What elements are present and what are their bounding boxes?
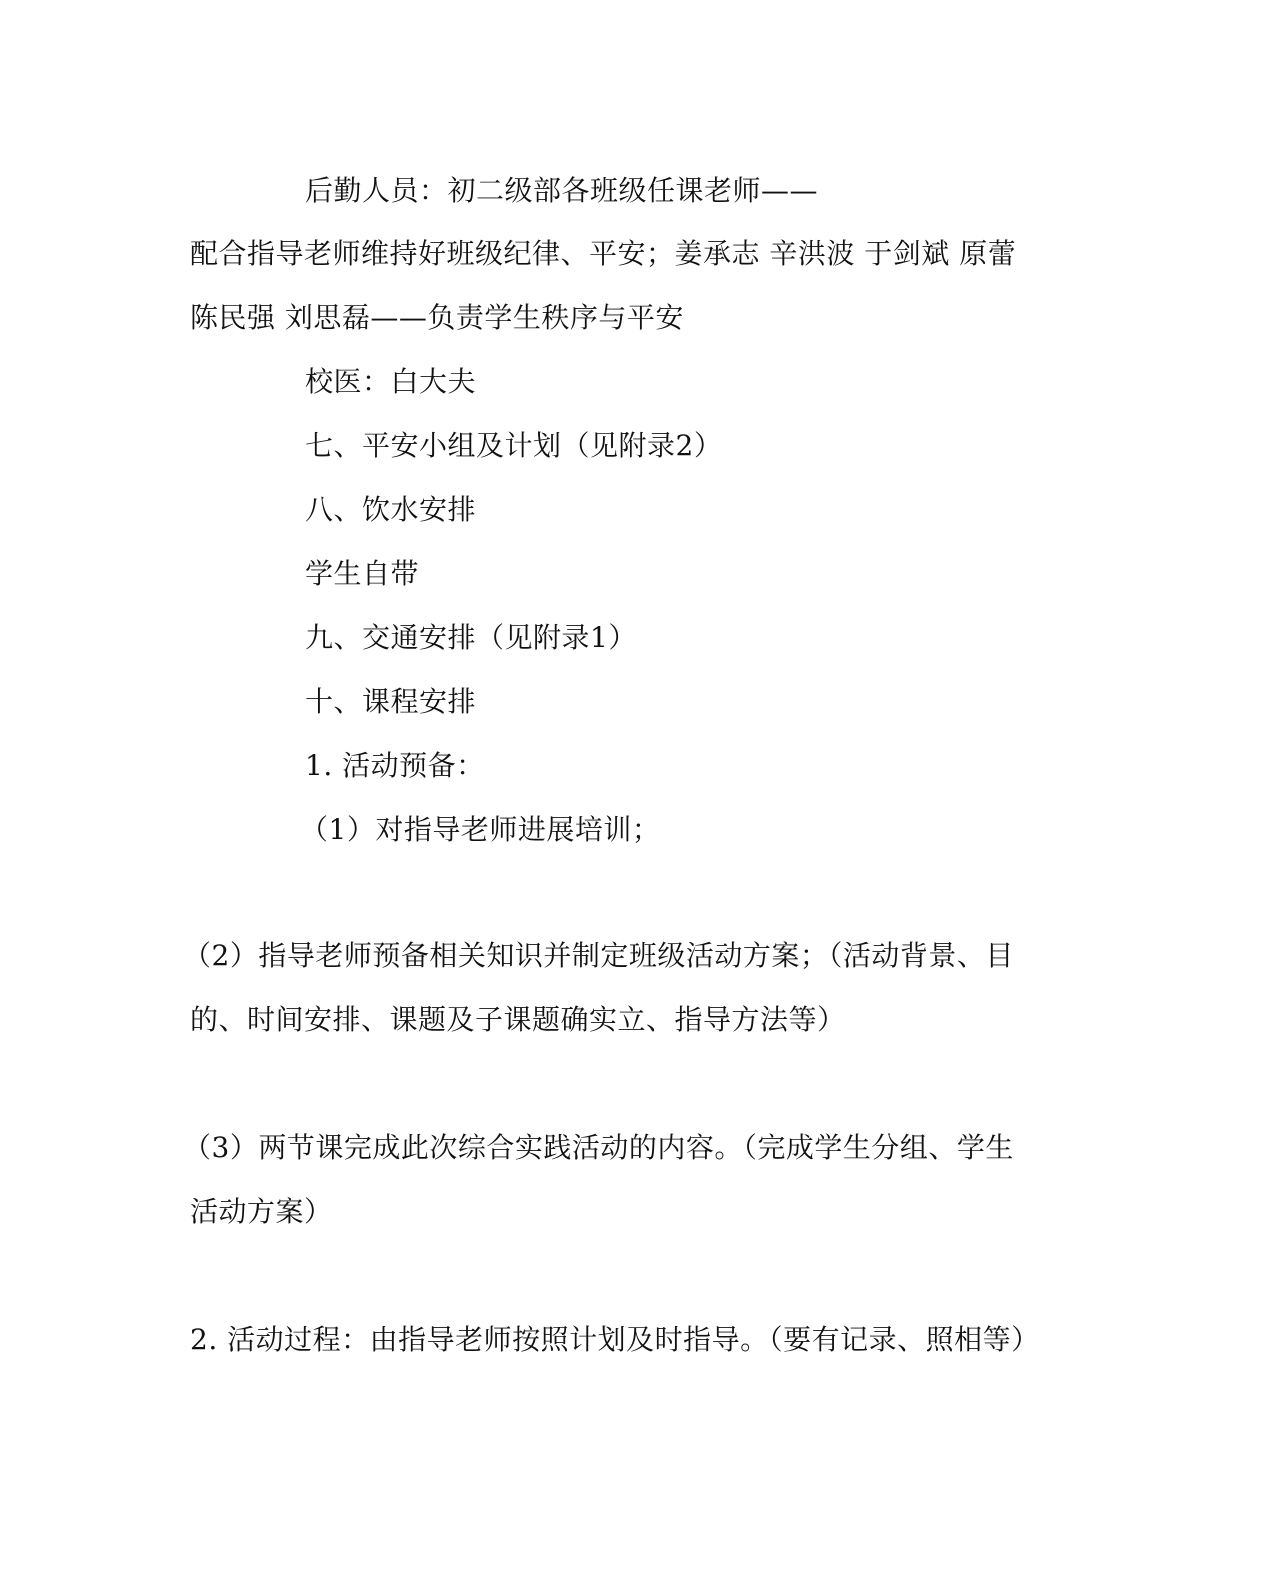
cooperation-line: 配合指导老师维持好班级纪律、平安；姜承志 辛洪波 于剑斌 原蕾: [190, 237, 1017, 270]
prep-item-3-line-2: 活动方案）: [190, 1195, 333, 1228]
activity-preparation-heading: 1. 活动预备：: [305, 749, 485, 782]
responsible-staff-line: 陈民强 刘思磊——负责学生秩序与平安: [190, 301, 684, 334]
prep-item-2-line-2: 的、时间安排、课题及子课题确实立、指导方法等）: [190, 1003, 846, 1036]
section-10-heading: 十、课程安排: [305, 685, 477, 718]
section-8-heading: 八、饮水安排: [305, 493, 477, 526]
activity-process-line: 2. 活动过程：由指导老师按照计划及时指导。（要有记录、照相等）: [190, 1323, 1040, 1356]
prep-item-3-line-1: （3）两节课完成此次综合实践活动的内容。（完成学生分组、学生: [183, 1131, 1014, 1164]
section-9-heading: 九、交通安排（见附录1）: [305, 621, 637, 654]
prep-item-2-line-1: （2）指导老师预备相关知识并制定班级活动方案；（活动背景、目: [183, 939, 1014, 972]
prep-item-1: （1）对指导老师进展培训；: [300, 813, 661, 846]
section-7-heading: 七、平安小组及计划（见附录2）: [305, 429, 723, 462]
water-arrangement-text: 学生自带: [305, 557, 420, 590]
logistics-staff-line: 后勤人员：初二级部各班级任课老师——: [305, 174, 819, 207]
school-doctor-line: 校医：白大夫: [305, 365, 477, 398]
